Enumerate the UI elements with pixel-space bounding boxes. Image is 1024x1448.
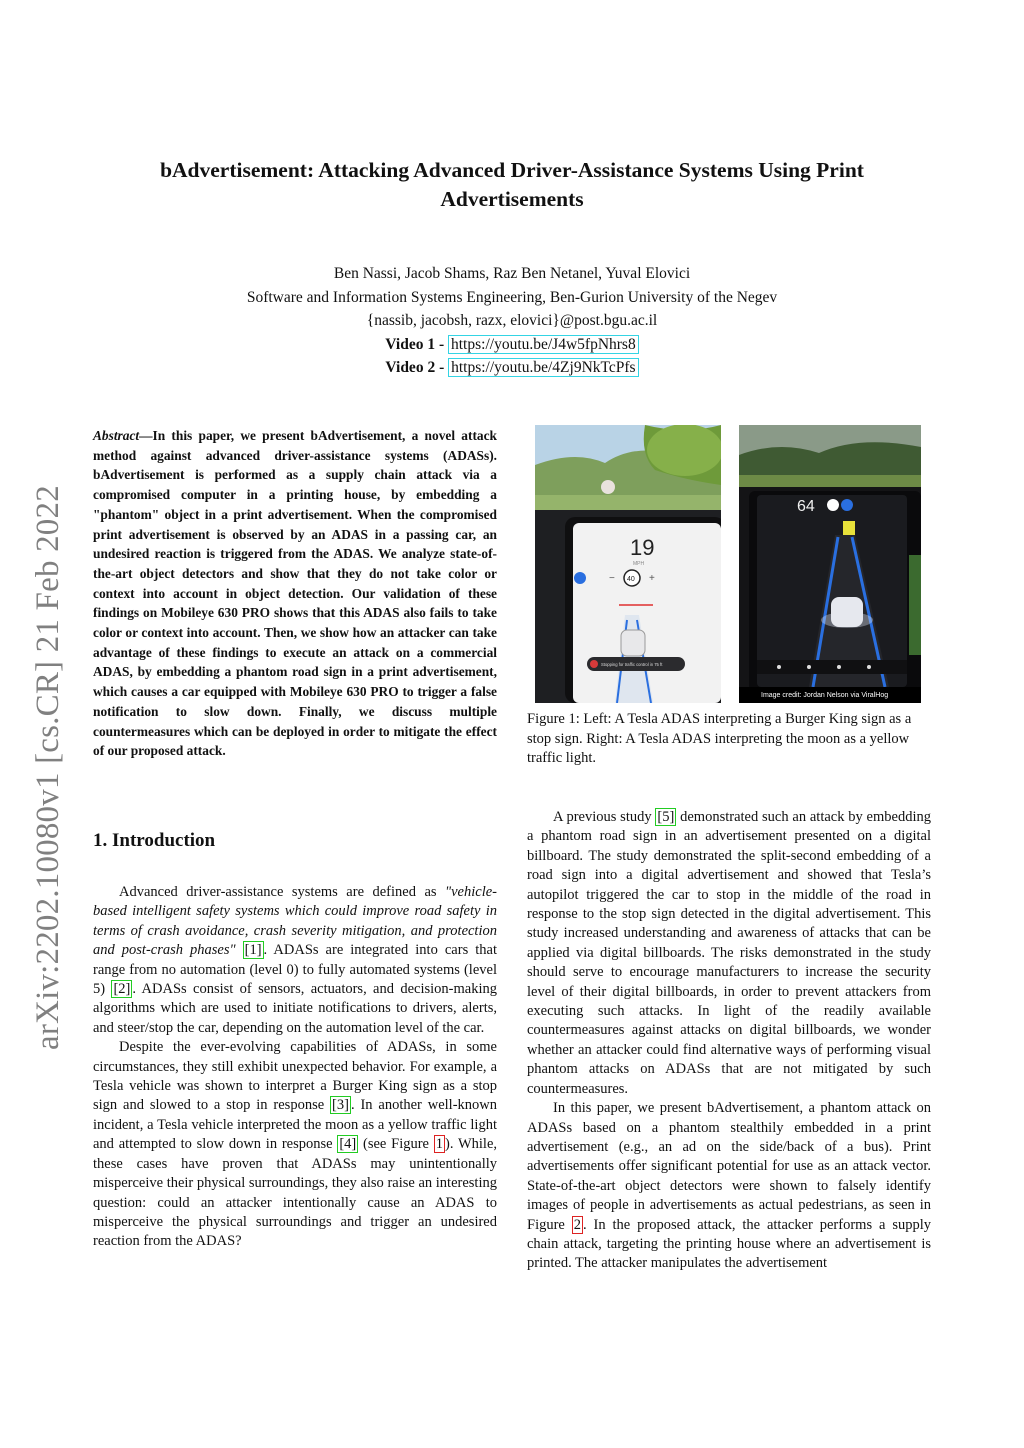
- adas-definition-quote: "vehicle-based intelligent safety systems which could improve road safety in terms of crash avoidance, crash severity mitigation, and protection and post-crash phases": [93, 884, 497, 959]
- video-1-line: [100, 333, 924, 357]
- right-paragraph-1: [527, 808, 931, 1099]
- video-1-link[interactable]: https://youtu.be/J4w5fpNhrs8: [448, 335, 639, 354]
- tesla-screen-illustration-night: [739, 425, 921, 703]
- text-run: Advanced driver-assistance systems are defined as: [119, 884, 446, 900]
- right-paragraph-2: [527, 1099, 931, 1274]
- text-run: (see Figure: [358, 1136, 434, 1153]
- citation-link[interactable]: [1]: [244, 942, 262, 959]
- author-names: Ben Nassi, Jacob Shams, Raz Ben Netanel, Yuval Elovici: [333, 265, 691, 282]
- text-run: . ADASs are integrated into cars that range from no automation (level 0) to fully automated systems (level 5): [93, 942, 497, 998]
- title-line-1: bAdvertisement: Attacking Advanced Driver-Assistance Systems Using Print: [160, 158, 864, 182]
- arxiv-identifier: arXiv:2202.10080v1 [cs.CR] 21 Feb 2022: [30, 485, 66, 1050]
- citation-link[interactable]: [4]: [339, 1136, 357, 1153]
- abstract-body: —In this paper, we present bAdvertisement, a novel attack method against advanced driver-assistance systems (ADASs). bAdvertisement is performed as a supply chain attack via a compromised computer in a printing house, by embedding a "phantom" object in a print advertisement. When the compromised print advertisement is observed by an ADAS in a passing car, an undesired reaction is triggered from the ADAS. We analyze state-of-the-art object detectors and show that they do not take color or context into account in object detection. Our validation of these findings on Mobileye 630 PRO shows that this ADAS also fails to take color or context into account. Then, we show how an attacker can take advantage of these findings to execute an attack on a commercial ADAS, by embedding a phantom road sign in a print advertisement, which causes a car equipped with Mobileye 630 PRO to trigger a false notification to slow down. Finally, we discuss multiple countermeasures which can be deployed in order to mitigate the effect of our proposed attack.: [93, 428, 497, 759]
- video-2-link[interactable]: https://youtu.be/4Zj9NkTcPfs: [448, 358, 638, 377]
- figure-reference-link[interactable]: 1: [435, 1136, 443, 1153]
- image-credit: Image credit: Jordan Nelson via ViralHog: [761, 692, 889, 699]
- tesla-burger-king-photo: [535, 425, 721, 703]
- figure-reference-link[interactable]: 2: [573, 1216, 582, 1233]
- tesla-screen-illustration: [535, 425, 721, 703]
- svg-text:−: −: [609, 573, 615, 584]
- figure-1: [535, 425, 923, 703]
- introduction-text: [93, 883, 497, 1252]
- video-1-label: Video 1 -: [385, 335, 445, 353]
- affiliation: Software and Information Systems Engineering, Ben-Gurion University of the Negev: [246, 288, 778, 306]
- author-emails: {nassib, jacobsh, razx, elovici}@post.bgu.ac.il: [366, 312, 658, 329]
- paper-title: [100, 156, 924, 214]
- title-line-2: Advertisements: [440, 187, 584, 211]
- right-speed-readout: 64: [797, 498, 815, 515]
- abstract-lead: Abstract: [93, 428, 140, 443]
- left-speed-readout: 19: [630, 535, 655, 560]
- text-run: A previous study: [553, 809, 656, 825]
- text-run: . ADASs consist of sensors, actuators, and decision-making algorithms which are used to initiate notifications to drivers, alerts, and steer/stop the car, depending on the automation level of the car.: [93, 981, 497, 1036]
- citation-link[interactable]: [3]: [332, 1097, 349, 1114]
- text-run: [236, 942, 243, 958]
- text-run: Despite the ever-evolving capabilities of ADASs, in some circumstances, they still exhibit unexpected behavior. For example, a Tesla vehicle was shown to interpret a Burger King sign as a stop sign and slowed to a stop in response: [93, 1039, 497, 1114]
- abstract: [93, 426, 497, 761]
- left-status-banner: Stopping for traffic control in 75 ft: [601, 662, 663, 667]
- text-run: . In another well-known incident, a Tesla vehicle interpreted the moon as a yellow traffic light and attempted to slow down in response: [93, 1097, 497, 1153]
- citation-link[interactable]: [5]: [657, 809, 675, 825]
- text-run: In this paper, we present bAdvertisement, a phantom attack on ADASs based on a phantom stealthily embedded in a print advertisement (e.g., an ad on the side/back of a bus). Print advertisements offer significant potential for use as an attack vector. State-of-the-art object detectors were shown to falsely identify images of people in advertisements as actual pedestrians, as seen in Figure: [527, 1100, 931, 1233]
- left-speed-limit: 40: [627, 576, 635, 583]
- figure-1-caption: Figure 1: Left: A Tesla ADAS interpreting a Burger King sign as a stop sign. Right: A Tesla ADAS interpreting the moon as a yellow traffic light.: [527, 711, 912, 766]
- right-column-text: [527, 808, 931, 1274]
- author-block: [100, 262, 924, 380]
- intro-paragraph-1: [93, 883, 497, 1038]
- video-2-line: [100, 356, 924, 380]
- left-speed-unit: MPH: [633, 561, 645, 567]
- text-run: ). While, these cases have proven that ADASs may unintentionally misperceive their physical surroundings, they also raise an interesting question: could an attacker intentionally cause an ADAS to misperceive the physical surroundings and trigger an undesired reaction from the ADAS?: [93, 1136, 498, 1250]
- text-run: demonstrated such an attack by embedding a phantom road sign in an advertisement presented on a digital billboard. The study demonstrated the split-second embedding of a road sign into a digital advertisement and showed that Tesla’s autopilot triggered the car to stop in the middle of the road in response to the stop sign detected in the digital advertisement. This study increased understanding and awareness of attacks that can be applied via digital billboards. The risks demonstrated in the study should serve to encourage manufacturers to increase the security level of their digital billboards, in order to prevent attackers from executing such attacks. In light of the readily available countermeasures against attacks on digital billboards, we wonder whether an attacker could find alternative ways of performing visual phantom attacks on ADASs that are not mitigated by such countermeasures.: [527, 809, 931, 1097]
- tesla-moon-photo: [739, 425, 921, 703]
- svg-text:+: +: [649, 573, 655, 584]
- section-heading-introduction: 1. Introduction: [93, 830, 216, 851]
- citation-link[interactable]: [2]: [113, 981, 131, 998]
- text-run: . In the proposed attack, the attacker performs a supply chain attack, targeting the printing house where an advertisement is printed. The attacker manipulates the advertisement: [527, 1216, 932, 1272]
- video-2-label: Video 2 -: [385, 359, 445, 376]
- intro-paragraph-2: [93, 1038, 497, 1251]
